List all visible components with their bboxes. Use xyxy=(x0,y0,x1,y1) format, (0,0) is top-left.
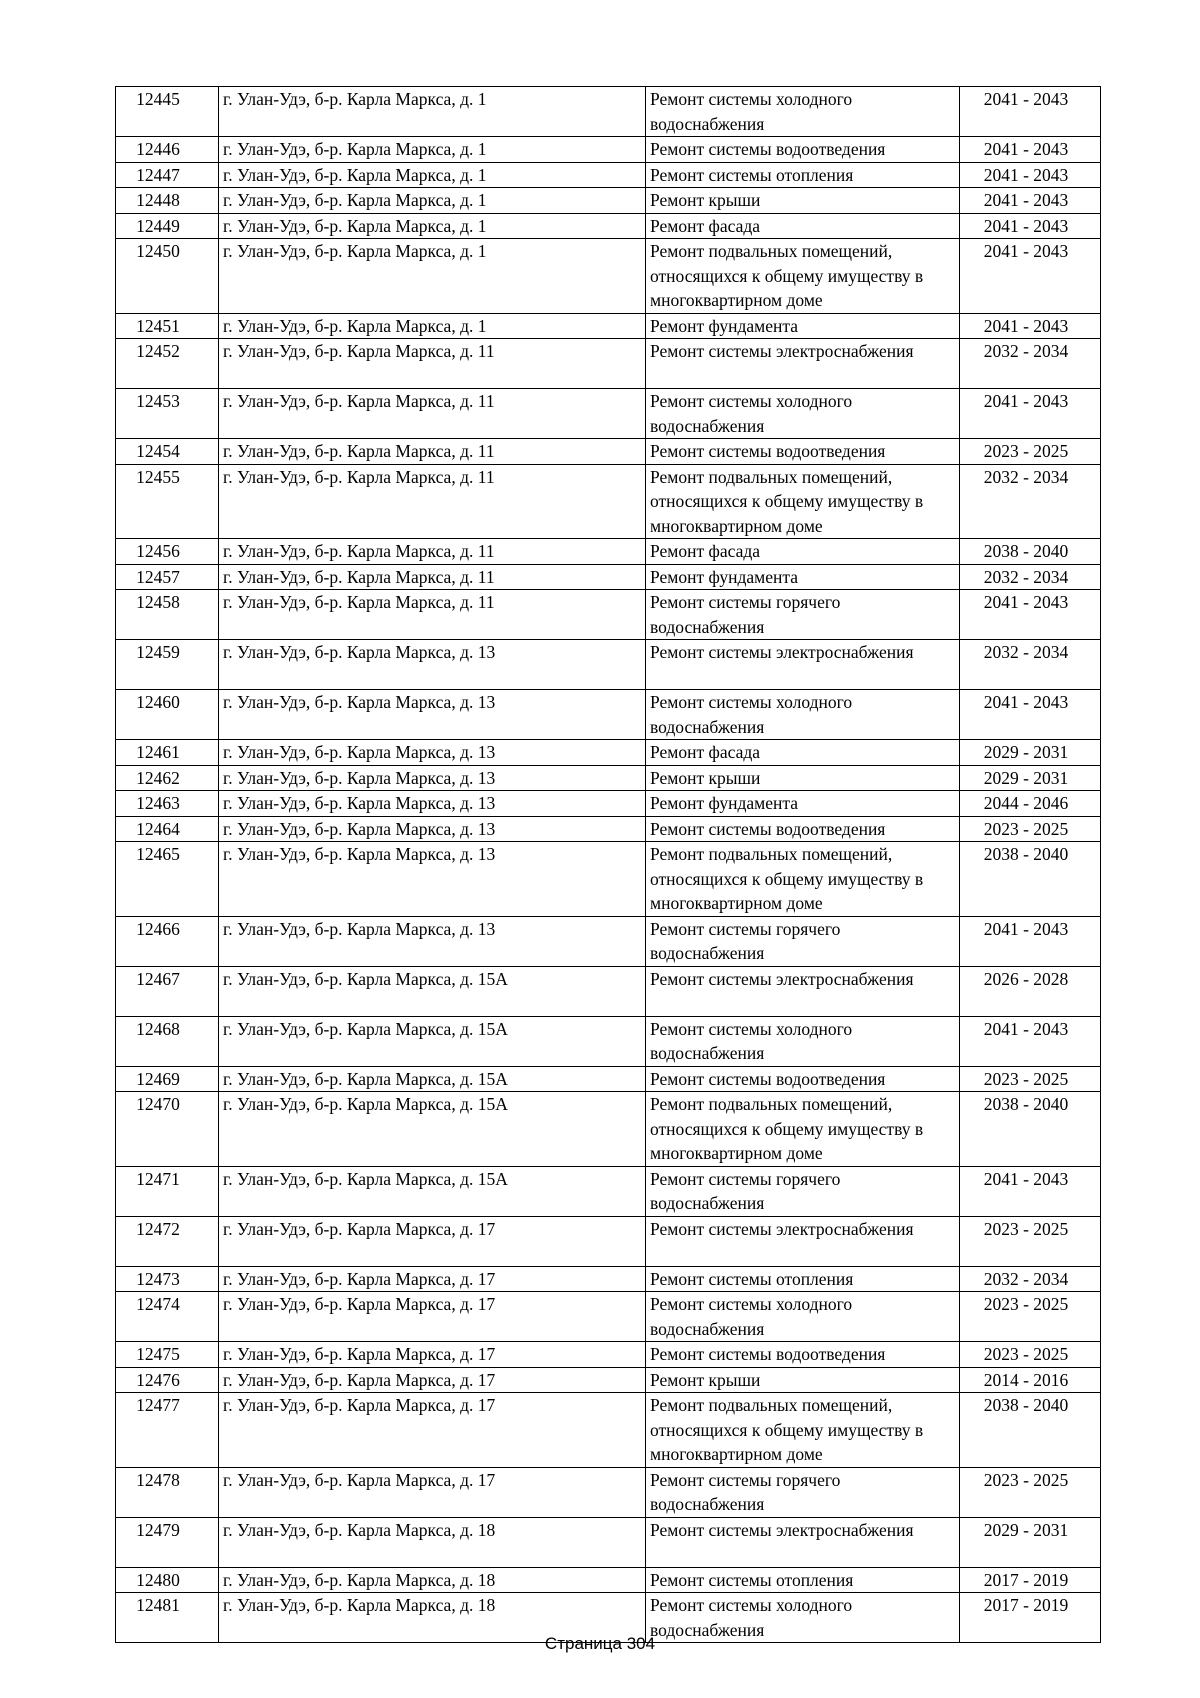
cell-address: г. Улан-Удэ, б-р. Карла Маркса, д. 11 xyxy=(219,590,646,640)
cell-work-type: Ремонт подвальных помещений, относящихся к общему имуществу в многоквартирном доме xyxy=(646,464,960,539)
page-number: Страница 304 xyxy=(544,1634,656,1653)
cell-address: г. Улан-Удэ, б-р. Карла Маркса, д. 15А xyxy=(219,1016,646,1066)
cell-address: г. Улан-Удэ, б-р. Карла Маркса, д. 17 xyxy=(219,1292,646,1342)
cell-period: 2038 - 2040 xyxy=(960,1393,1101,1468)
cell-period: 2023 - 2025 xyxy=(960,439,1101,465)
cell-number: 12477 xyxy=(116,1393,219,1468)
cell-number: 12454 xyxy=(116,439,219,465)
cell-address: г. Улан-Удэ, б-р. Карла Маркса, д. 1 xyxy=(219,87,646,137)
cell-number: 12452 xyxy=(116,339,219,389)
cell-address: г. Улан-Удэ, б-р. Карла Маркса, д. 13 xyxy=(219,916,646,966)
cell-work-type: Ремонт фасада xyxy=(646,213,960,239)
cell-number: 12467 xyxy=(116,966,219,1016)
cell-number: 12446 xyxy=(116,137,219,163)
cell-period: 2041 - 2043 xyxy=(960,162,1101,188)
cell-work-type: Ремонт фундамента xyxy=(646,313,960,339)
cell-number: 12463 xyxy=(116,791,219,817)
repair-schedule-table xyxy=(115,86,1101,1643)
cell-period: 2017 - 2019 xyxy=(960,1593,1101,1643)
table-row xyxy=(116,1092,1101,1167)
cell-number: 12472 xyxy=(116,1216,219,1266)
cell-work-type: Ремонт системы электроснабжения xyxy=(646,966,960,1016)
cell-number: 12478 xyxy=(116,1467,219,1517)
cell-period: 2041 - 2043 xyxy=(960,188,1101,214)
table-row xyxy=(116,439,1101,465)
cell-address: г. Улан-Удэ, б-р. Карла Маркса, д. 15А xyxy=(219,1166,646,1216)
cell-work-type: Ремонт фасада xyxy=(646,539,960,565)
cell-number: 12462 xyxy=(116,765,219,791)
cell-number: 12447 xyxy=(116,162,219,188)
cell-period: 2041 - 2043 xyxy=(960,690,1101,740)
cell-address: г. Улан-Удэ, б-р. Карла Маркса, д. 11 xyxy=(219,439,646,465)
cell-period: 2041 - 2043 xyxy=(960,1016,1101,1066)
cell-number: 12457 xyxy=(116,564,219,590)
cell-period: 2032 - 2034 xyxy=(960,640,1101,690)
cell-period: 2041 - 2043 xyxy=(960,137,1101,163)
cell-address: г. Улан-Удэ, б-р. Карла Маркса, д. 15А xyxy=(219,1092,646,1167)
table-row xyxy=(116,239,1101,314)
table-row xyxy=(116,1166,1101,1216)
cell-work-type: Ремонт системы горячего водоснабжения xyxy=(646,1467,960,1517)
cell-period: 2029 - 2031 xyxy=(960,765,1101,791)
cell-address: г. Улан-Удэ, б-р. Карла Маркса, д. 1 xyxy=(219,239,646,314)
cell-work-type: Ремонт системы электроснабжения xyxy=(646,1216,960,1266)
cell-number: 12459 xyxy=(116,640,219,690)
cell-address: г. Улан-Удэ, б-р. Карла Маркса, д. 13 xyxy=(219,690,646,740)
cell-address: г. Улан-Удэ, б-р. Карла Маркса, д. 1 xyxy=(219,162,646,188)
cell-work-type: Ремонт крыши xyxy=(646,765,960,791)
cell-number: 12445 xyxy=(116,87,219,137)
cell-period: 2029 - 2031 xyxy=(960,740,1101,766)
cell-number: 12451 xyxy=(116,313,219,339)
cell-period: 2041 - 2043 xyxy=(960,313,1101,339)
table-row xyxy=(116,213,1101,239)
cell-period: 2032 - 2034 xyxy=(960,564,1101,590)
cell-number: 12473 xyxy=(116,1266,219,1292)
cell-period: 2032 - 2034 xyxy=(960,339,1101,389)
cell-work-type: Ремонт фундамента xyxy=(646,791,960,817)
cell-period: 2023 - 2025 xyxy=(960,1292,1101,1342)
cell-period: 2023 - 2025 xyxy=(960,816,1101,842)
cell-period: 2041 - 2043 xyxy=(960,590,1101,640)
cell-period: 2041 - 2043 xyxy=(960,389,1101,439)
cell-period: 2038 - 2040 xyxy=(960,539,1101,565)
cell-address: г. Улан-Удэ, б-р. Карла Маркса, д. 13 xyxy=(219,765,646,791)
cell-address: г. Улан-Удэ, б-р. Карла Маркса, д. 1 xyxy=(219,188,646,214)
cell-address: г. Улан-Удэ, б-р. Карла Маркса, д. 17 xyxy=(219,1342,646,1368)
table-row xyxy=(116,1342,1101,1368)
cell-period: 2023 - 2025 xyxy=(960,1467,1101,1517)
table-row xyxy=(116,539,1101,565)
cell-period: 2038 - 2040 xyxy=(960,842,1101,917)
table-row xyxy=(116,740,1101,766)
cell-period: 2041 - 2043 xyxy=(960,916,1101,966)
cell-address: г. Улан-Удэ, б-р. Карла Маркса, д. 11 xyxy=(219,339,646,389)
cell-work-type: Ремонт системы холодного водоснабжения xyxy=(646,1593,960,1643)
cell-number: 12465 xyxy=(116,842,219,917)
cell-address: г. Улан-Удэ, б-р. Карла Маркса, д. 11 xyxy=(219,539,646,565)
table-row xyxy=(116,389,1101,439)
cell-work-type: Ремонт системы отопления xyxy=(646,162,960,188)
cell-work-type: Ремонт системы горячего водоснабжения xyxy=(646,1166,960,1216)
cell-period: 2032 - 2034 xyxy=(960,1266,1101,1292)
cell-work-type: Ремонт подвальных помещений, относящихся к общему имуществу в многоквартирном доме xyxy=(646,1393,960,1468)
table-row xyxy=(116,816,1101,842)
cell-work-type: Ремонт системы горячего водоснабжения xyxy=(646,590,960,640)
table-row xyxy=(116,1266,1101,1292)
cell-number: 12448 xyxy=(116,188,219,214)
table-row xyxy=(116,916,1101,966)
cell-work-type: Ремонт фундамента xyxy=(646,564,960,590)
table-row xyxy=(116,162,1101,188)
cell-address: г. Улан-Удэ, б-р. Карла Маркса, д. 13 xyxy=(219,640,646,690)
cell-address: г. Улан-Удэ, б-р. Карла Маркса, д. 13 xyxy=(219,842,646,917)
table-row xyxy=(116,1216,1101,1266)
cell-address: г. Улан-Удэ, б-р. Карла Маркса, д. 18 xyxy=(219,1593,646,1643)
cell-number: 12455 xyxy=(116,464,219,539)
cell-work-type: Ремонт фасада xyxy=(646,740,960,766)
table-row xyxy=(116,339,1101,389)
cell-number: 12461 xyxy=(116,740,219,766)
cell-period: 2023 - 2025 xyxy=(960,1066,1101,1092)
cell-address: г. Улан-Удэ, б-р. Карла Маркса, д. 11 xyxy=(219,389,646,439)
table-row xyxy=(116,640,1101,690)
table-row xyxy=(116,137,1101,163)
table-row xyxy=(116,1016,1101,1066)
cell-work-type: Ремонт системы холодного водоснабжения xyxy=(646,690,960,740)
cell-work-type: Ремонт крыши xyxy=(646,1367,960,1393)
cell-number: 12456 xyxy=(116,539,219,565)
cell-address: г. Улан-Удэ, б-р. Карла Маркса, д. 17 xyxy=(219,1216,646,1266)
cell-number: 12450 xyxy=(116,239,219,314)
cell-work-type: Ремонт системы водоотведения xyxy=(646,816,960,842)
cell-period: 2029 - 2031 xyxy=(960,1517,1101,1567)
cell-work-type: Ремонт системы холодного водоснабжения xyxy=(646,389,960,439)
cell-work-type: Ремонт системы водоотведения xyxy=(646,439,960,465)
table-row xyxy=(116,1567,1101,1593)
cell-period: 2041 - 2043 xyxy=(960,1166,1101,1216)
cell-address: г. Улан-Удэ, б-р. Карла Маркса, д. 17 xyxy=(219,1393,646,1468)
cell-address: г. Улан-Удэ, б-р. Карла Маркса, д. 13 xyxy=(219,740,646,766)
table-row xyxy=(116,966,1101,1016)
cell-number: 12475 xyxy=(116,1342,219,1368)
table-row xyxy=(116,1393,1101,1468)
table-row xyxy=(116,564,1101,590)
cell-number: 12466 xyxy=(116,916,219,966)
table-row xyxy=(116,590,1101,640)
cell-work-type: Ремонт системы водоотведения xyxy=(646,1066,960,1092)
cell-address: г. Улан-Удэ, б-р. Карла Маркса, д. 1 xyxy=(219,313,646,339)
cell-period: 2041 - 2043 xyxy=(960,213,1101,239)
cell-work-type: Ремонт подвальных помещений, относящихся к общему имуществу в многоквартирном доме xyxy=(646,1092,960,1167)
cell-address: г. Улан-Удэ, б-р. Карла Маркса, д. 13 xyxy=(219,791,646,817)
cell-number: 12449 xyxy=(116,213,219,239)
cell-period: 2023 - 2025 xyxy=(960,1216,1101,1266)
cell-period: 2014 - 2016 xyxy=(960,1367,1101,1393)
cell-work-type: Ремонт системы водоотведения xyxy=(646,137,960,163)
cell-address: г. Улан-Удэ, б-р. Карла Маркса, д. 1 xyxy=(219,213,646,239)
cell-number: 12474 xyxy=(116,1292,219,1342)
cell-period: 2044 - 2046 xyxy=(960,791,1101,817)
table-row xyxy=(116,842,1101,917)
cell-period: 2041 - 2043 xyxy=(960,87,1101,137)
cell-number: 12476 xyxy=(116,1367,219,1393)
cell-address: г. Улан-Удэ, б-р. Карла Маркса, д. 13 xyxy=(219,816,646,842)
table-row xyxy=(116,188,1101,214)
table-row xyxy=(116,1517,1101,1567)
cell-number: 12471 xyxy=(116,1166,219,1216)
cell-number: 12453 xyxy=(116,389,219,439)
cell-address: г. Улан-Удэ, б-р. Карла Маркса, д. 18 xyxy=(219,1517,646,1567)
cell-number: 12464 xyxy=(116,816,219,842)
cell-work-type: Ремонт подвальных помещений, относящихся к общему имуществу в многоквартирном доме xyxy=(646,239,960,314)
table-row xyxy=(116,1467,1101,1517)
table-row xyxy=(116,791,1101,817)
cell-number: 12480 xyxy=(116,1567,219,1593)
cell-work-type: Ремонт системы холодного водоснабжения xyxy=(646,1292,960,1342)
table-row xyxy=(116,1367,1101,1393)
cell-number: 12458 xyxy=(116,590,219,640)
cell-number: 12481 xyxy=(116,1593,219,1643)
cell-number: 12479 xyxy=(116,1517,219,1567)
table-row xyxy=(116,765,1101,791)
table-row xyxy=(116,690,1101,740)
cell-work-type: Ремонт подвальных помещений, относящихся к общему имуществу в многоквартирном доме xyxy=(646,842,960,917)
cell-address: г. Улан-Удэ, б-р. Карла Маркса, д. 17 xyxy=(219,1467,646,1517)
cell-address: г. Улан-Удэ, б-р. Карла Маркса, д. 15А xyxy=(219,1066,646,1092)
table-row xyxy=(116,313,1101,339)
table-row xyxy=(116,87,1101,137)
cell-work-type: Ремонт системы отопления xyxy=(646,1266,960,1292)
cell-address: г. Улан-Удэ, б-р. Карла Маркса, д. 1 xyxy=(219,137,646,163)
cell-period: 2032 - 2034 xyxy=(960,464,1101,539)
cell-number: 12470 xyxy=(116,1092,219,1167)
cell-address: г. Улан-Удэ, б-р. Карла Маркса, д. 18 xyxy=(219,1567,646,1593)
cell-work-type: Ремонт системы отопления xyxy=(646,1567,960,1593)
table-body xyxy=(116,87,1101,1643)
cell-number: 12460 xyxy=(116,690,219,740)
cell-address: г. Улан-Удэ, б-р. Карла Маркса, д. 15А xyxy=(219,966,646,1016)
cell-work-type: Ремонт системы водоотведения xyxy=(646,1342,960,1368)
cell-address: г. Улан-Удэ, б-р. Карла Маркса, д. 17 xyxy=(219,1266,646,1292)
cell-period: 2017 - 2019 xyxy=(960,1567,1101,1593)
cell-number: 12468 xyxy=(116,1016,219,1066)
cell-address: г. Улан-Удэ, б-р. Карла Маркса, д. 17 xyxy=(219,1367,646,1393)
cell-work-type: Ремонт системы горячего водоснабжения xyxy=(646,916,960,966)
cell-work-type: Ремонт крыши xyxy=(646,188,960,214)
table-row xyxy=(116,1066,1101,1092)
cell-period: 2038 - 2040 xyxy=(960,1092,1101,1167)
cell-period: 2023 - 2025 xyxy=(960,1342,1101,1368)
cell-address: г. Улан-Удэ, б-р. Карла Маркса, д. 11 xyxy=(219,464,646,539)
cell-number: 12469 xyxy=(116,1066,219,1092)
table-row xyxy=(116,464,1101,539)
cell-work-type: Ремонт системы электроснабжения xyxy=(646,339,960,389)
cell-work-type: Ремонт системы холодного водоснабжения xyxy=(646,87,960,137)
cell-work-type: Ремонт системы электроснабжения xyxy=(646,640,960,690)
cell-period: 2041 - 2043 xyxy=(960,239,1101,314)
cell-address: г. Улан-Удэ, б-р. Карла Маркса, д. 11 xyxy=(219,564,646,590)
cell-work-type: Ремонт системы электроснабжения xyxy=(646,1517,960,1567)
cell-work-type: Ремонт системы холодного водоснабжения xyxy=(646,1016,960,1066)
table-row xyxy=(116,1292,1101,1342)
cell-period: 2026 - 2028 xyxy=(960,966,1101,1016)
